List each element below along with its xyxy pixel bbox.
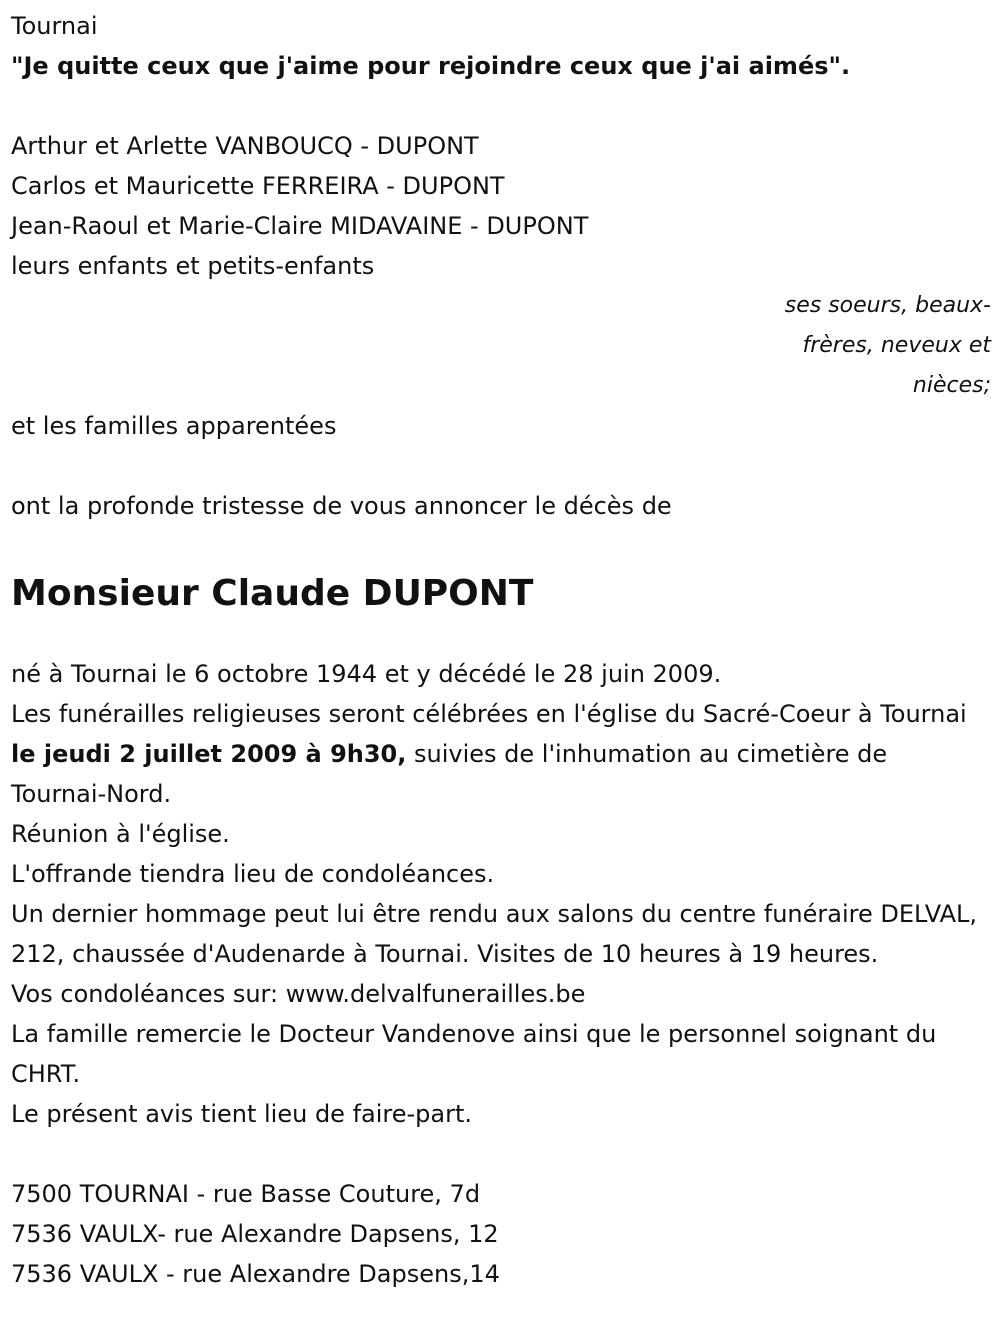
- address: 7536 VAULX - rue Alexandre Dapsens,14: [11, 1260, 500, 1288]
- tribute-info: Un dernier hommage peut lui être rendu aux salons du centre funéraire DELVAL, 212, chaussée d'Audenarde à Tournai. Visites de 10 heures à 19 heures.: [11, 900, 978, 968]
- siblings-block: [11, 286, 991, 406]
- spacer: [11, 446, 991, 486]
- offering-info: L'offrande tiendra lieu de condoléances.: [11, 860, 495, 888]
- address-list: [11, 1174, 991, 1294]
- city: Tournai: [11, 12, 98, 40]
- notice-statement: Le présent avis tient lieu de faire-part.: [11, 1100, 473, 1128]
- spacer: [11, 86, 991, 126]
- family-list: [11, 126, 991, 286]
- family-member: leurs enfants et petits-enfants: [11, 252, 375, 280]
- family-member: Carlos et Mauricette FERREIRA - DUPONT: [11, 172, 505, 200]
- address: 7500 TOURNAI - rue Basse Couture, 7d: [11, 1180, 481, 1208]
- siblings-line: frères, neveux et: [802, 333, 991, 358]
- address: 7536 VAULX- rue Alexandre Dapsens, 12: [11, 1220, 499, 1248]
- deceased-name: Monsieur Claude DUPONT: [11, 573, 534, 614]
- birth-death: né à Tournai le 6 octobre 1944 et y décédé le 28 juin 2009.: [11, 660, 722, 688]
- quote: "Je quitte ceux que j'aime pour rejoindre ceux que j'ai aimés".: [11, 52, 851, 80]
- siblings-line: nièces;: [912, 373, 991, 398]
- funeral-text-end: suivies de l'inhumation au cimetière de Tournai-Nord.: [11, 740, 888, 808]
- meeting-info: Réunion à l'église.: [11, 820, 230, 848]
- announcement: ont la profonde tristesse de vous annoncer le décès de: [11, 492, 672, 520]
- death-notice: [11, 6, 991, 1294]
- funeral-date: le jeudi 2 juillet 2009 à 9h30,: [11, 740, 407, 768]
- funeral-info: [11, 694, 986, 814]
- spacer: [11, 1134, 991, 1174]
- family-member: Arthur et Arlette VANBOUCQ - DUPONT: [11, 132, 479, 160]
- families-related: et les familles apparentées: [11, 412, 337, 440]
- family-member: Jean-Raoul et Marie-Claire MIDAVAINE - DUPONT: [11, 212, 589, 240]
- siblings-line: ses soeurs, beaux-: [784, 293, 991, 318]
- funeral-text-start: Les funérailles religieuses seront célébrées en l'église du Sacré-Coeur à Tournai: [11, 700, 967, 728]
- condolences-info: Vos condoléances sur: www.delvalfunerailles.be: [11, 980, 586, 1008]
- spacer: [11, 526, 991, 566]
- thanks-info: La famille remercie le Docteur Vandenove ainsi que le personnel soignant du CHRT.: [11, 1020, 937, 1088]
